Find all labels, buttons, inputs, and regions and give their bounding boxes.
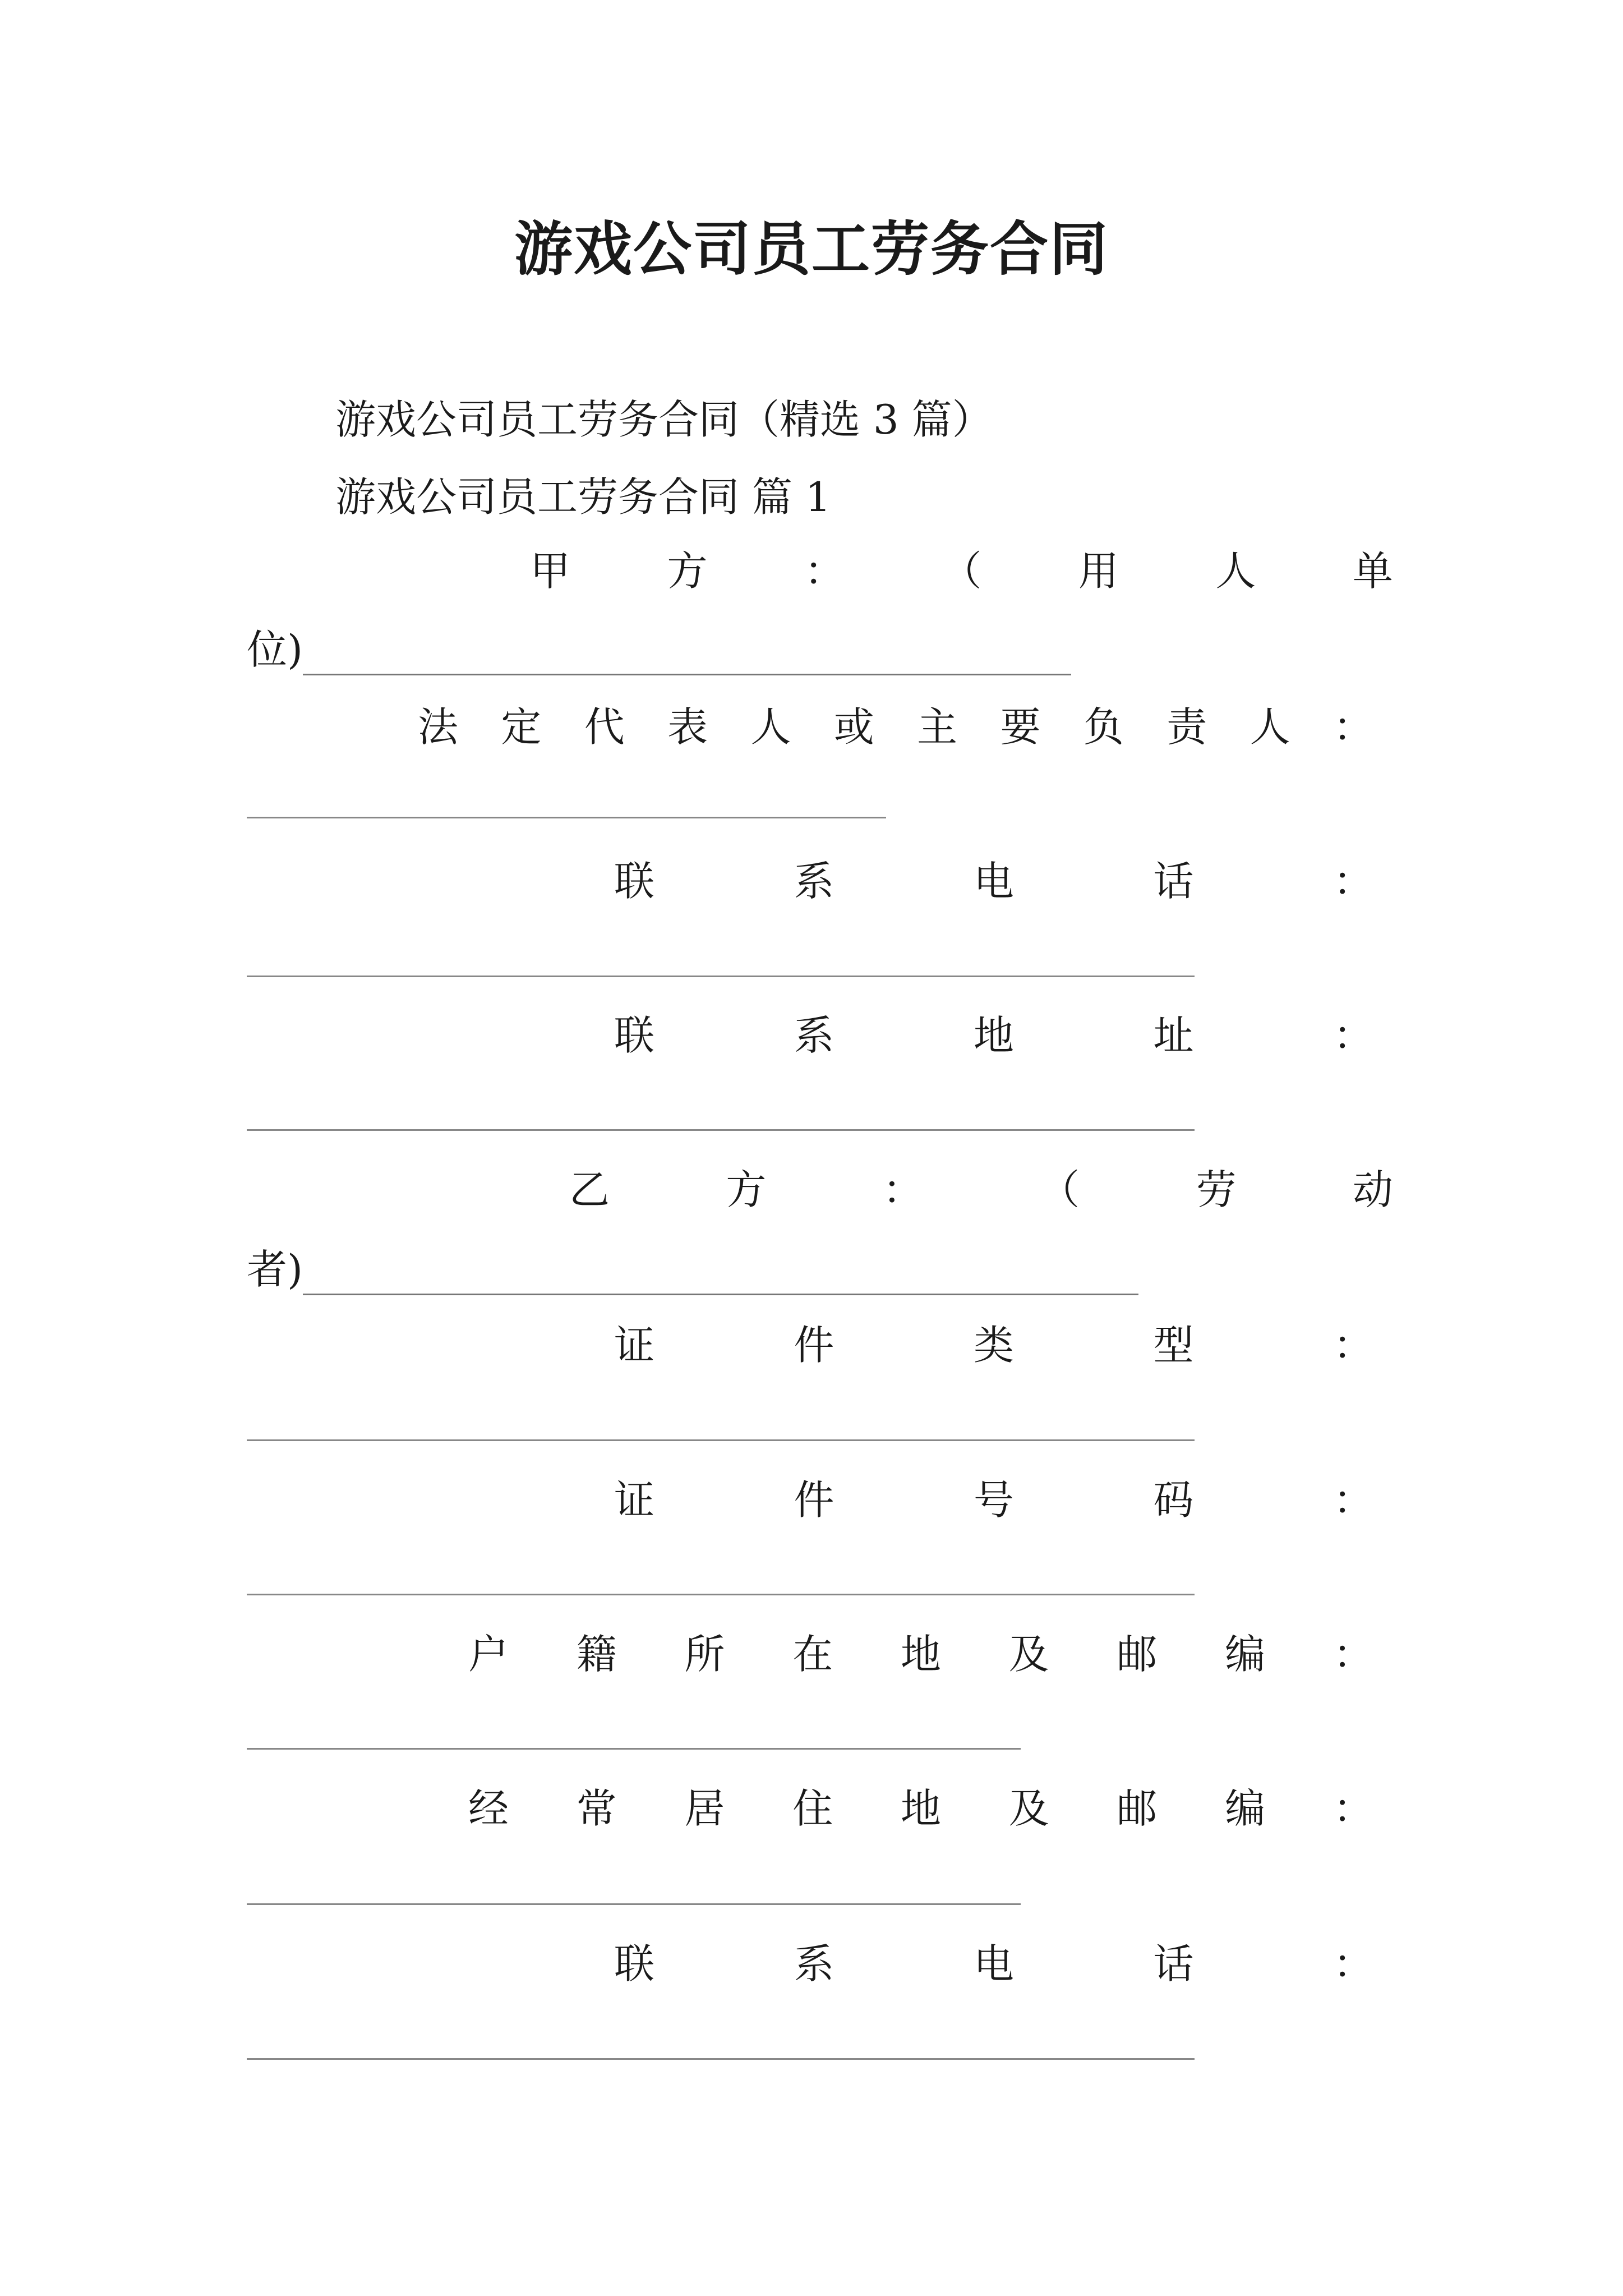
party-b-residence-label [468,1777,1373,1833]
char: 系 [794,1012,834,1059]
char: ： [882,1166,923,1213]
char: 证 [614,1476,655,1524]
char: 地 [900,1785,941,1832]
char: 联 [614,1940,655,1987]
char: ： [1332,703,1373,751]
fill-in-line [247,1903,1021,1905]
char: 定 [501,703,542,751]
char: 代 [584,703,625,751]
party-a-representative-label [418,696,1373,752]
char: 系 [794,858,834,905]
char: 负 [1083,703,1124,751]
fill-in-line [247,816,886,818]
char: 户 [468,1631,509,1678]
char: 地 [973,1012,1014,1059]
char: 用 [1078,547,1119,595]
party-a-phone-label [614,850,1373,906]
party-b-label-continued [247,1237,1138,1295]
char: 劳 [1196,1166,1237,1213]
char: 在 [792,1631,833,1678]
party-a-label [530,540,1393,596]
fill-in-line [247,975,1195,977]
char: 编 [1225,1631,1266,1678]
char: 人 [1215,547,1256,595]
char: 乙 [569,1166,610,1213]
char: 号 [973,1476,1014,1524]
party-b-id-type-label [614,1314,1373,1370]
party-a-address-label [614,1004,1373,1060]
party-b-label [569,1158,1393,1214]
char: 人 [750,703,791,751]
party-a-label-continued [247,617,1071,675]
char: 码 [1153,1476,1194,1524]
fill-in-line [247,1593,1195,1595]
char: 主 [917,703,958,751]
char: 籍 [576,1631,617,1678]
char: 类 [973,1322,1014,1369]
document-subtitle: 游戏公司员工劳务合同（精选 3 篇） [335,396,993,443]
char: 住 [792,1785,833,1832]
char: 联 [614,858,655,905]
char: 电 [973,858,1014,905]
char: 话 [1153,1940,1194,1987]
char: 及 [1008,1785,1049,1832]
char: ： [1332,1785,1373,1832]
fill-in-line [303,673,1071,675]
char: 方 [726,1166,767,1213]
document-title: 游戏公司员工劳务合同 [514,214,1109,283]
char: 居 [684,1785,725,1832]
char: 件 [794,1322,834,1369]
section-heading: 游戏公司员工劳务合同 篇 1 [335,473,831,521]
char: 责 [1166,703,1207,751]
char: 邮 [1117,1631,1158,1678]
char: 址 [1153,1012,1194,1059]
fill-in-line [247,1439,1195,1441]
char: 电 [973,1940,1014,1987]
char: 法 [418,703,459,751]
char: 证 [614,1322,655,1369]
char: 话 [1153,858,1194,905]
char: ： [1332,1631,1373,1678]
fill-in-line [247,2058,1195,2060]
fill-in-line [303,1293,1138,1295]
char: 件 [794,1476,834,1524]
char: 型 [1153,1322,1194,1369]
char: 编 [1225,1785,1266,1832]
char: 经 [468,1785,509,1832]
char: 动 [1352,1166,1393,1213]
fill-in-line [247,1747,1021,1750]
char: ： [1332,858,1373,905]
char: 所 [684,1631,725,1678]
char: ： [1332,1476,1373,1524]
party-b-phone-label [614,1932,1373,1989]
label-tail: 者) [247,1246,303,1293]
char: ： [1332,1012,1373,1059]
char: （ [1039,1166,1080,1213]
char: 单 [1352,547,1393,595]
char: 邮 [1117,1785,1158,1832]
char: 甲 [530,547,571,595]
char: 人 [1249,703,1290,751]
char: ： [1332,1940,1373,1987]
char: 地 [900,1631,941,1678]
char: （ [941,547,982,595]
char: 系 [794,1940,834,1987]
char: 要 [1000,703,1041,751]
char: 及 [1008,1631,1049,1678]
fill-in-line [247,1129,1195,1131]
char: 常 [576,1785,617,1832]
char: 或 [833,703,874,751]
label-tail: 位) [247,626,303,673]
char: 方 [667,547,708,595]
party-b-id-number-label [614,1469,1373,1525]
char: 联 [614,1012,655,1059]
char: ： [1332,1322,1373,1369]
char: 表 [667,703,708,751]
party-b-household-register-label [468,1623,1373,1679]
char: ： [804,547,845,595]
